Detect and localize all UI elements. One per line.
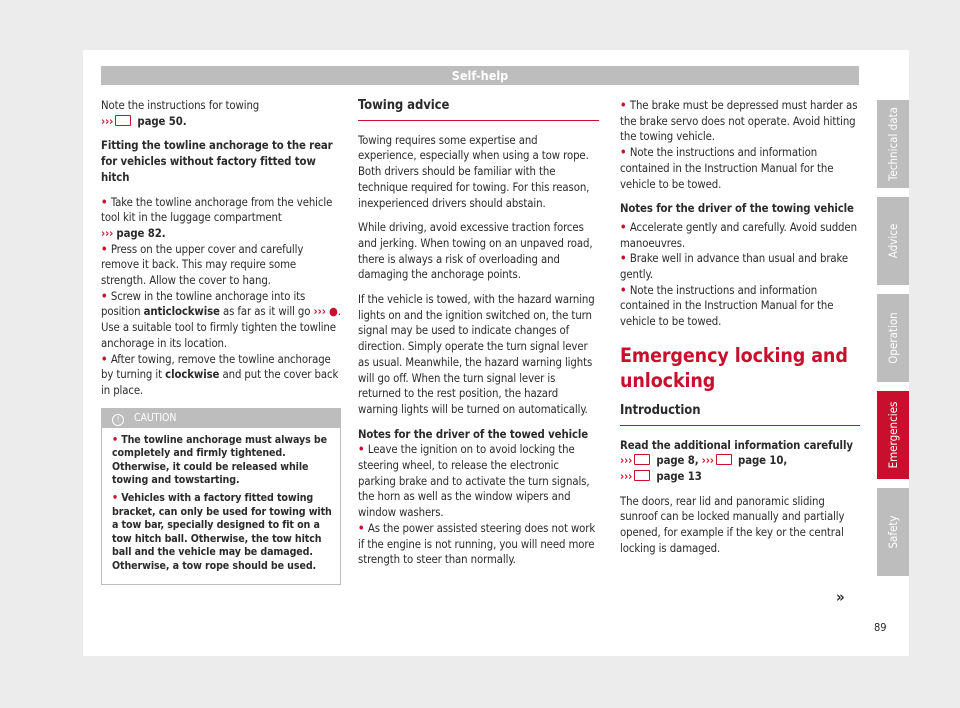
page-number: 89 bbox=[874, 621, 887, 634]
list-item: • The towline anchorage must always be completely and firmly tightened. Otherwise, it could be released while towing and towstarting. bbox=[112, 433, 327, 487]
caution-box bbox=[101, 408, 341, 585]
page-ref[interactable]: page 82. bbox=[116, 226, 166, 240]
list-item: • After towing, remove the towline anchorage by turning it clockwise and put the cover back in place. bbox=[101, 352, 339, 397]
book-icon bbox=[716, 454, 732, 465]
chapter-title: Emergency locking and unlocking bbox=[620, 343, 848, 392]
continue-icon: » bbox=[836, 588, 845, 606]
tab-advice[interactable]: Advice bbox=[877, 197, 909, 285]
paragraph: The doors, rear lid and panoramic sliding sunroof can be locked manually and partially opened, for example if the key or the central locking is damaged. bbox=[620, 494, 845, 555]
book-icon bbox=[115, 115, 131, 126]
tab-operation[interactable]: Operation bbox=[877, 294, 909, 382]
list-item: • Vehicles with a factory fitted towing bracket, can only be used for towing with a tow bar, specially designed to fit on a tow hitch ball. Otherwise, the tow hitch ball and the vehicle may be damaged. Otherwise, a tow rope should be used. bbox=[112, 492, 332, 572]
page-ref[interactable]: page 13 bbox=[656, 469, 702, 483]
tab-emergencies[interactable]: Emergencies bbox=[877, 391, 909, 479]
column-3 bbox=[620, 98, 860, 565]
column-1 bbox=[101, 98, 341, 585]
subheading: Notes for the driver of the towed vehicle bbox=[358, 427, 589, 441]
list-item: • Take the towline anchorage from the vehicle tool kit in the luggage compartment ››› page 82. bbox=[101, 195, 333, 240]
section-title: Towing advice bbox=[358, 98, 599, 121]
tab-safety[interactable]: Safety bbox=[877, 488, 909, 576]
subheading: Notes for the driver of the towing vehicle bbox=[620, 202, 854, 216]
list-item: • As the power assisted steering does not work if the engine is not running, you will need more strength to steer than normally. bbox=[358, 521, 596, 567]
list-item: • Press on the upper cover and carefully remove it back. This may require some strength. Allow the cover to hang. bbox=[101, 242, 304, 288]
paragraph: If the vehicle is towed, with the hazard warning lights on and the ignition switched on, the turn signal may be used to indicate changes of direction. Simply operate the turn signal lever as usual. Meanwhile, the hazard warning lights will go off. When the turn signal lever is returned to the rest position, the hazard warning lights will be turned on automatically. bbox=[358, 293, 595, 416]
read-more: Read the additional information carefully ››› page 8, ››› page 10, ››› page 13 bbox=[620, 438, 853, 483]
list-item: • Screw in the towline anchorage into its position anticlockwise as far as it will go ››› ●. Use a suitable tool to firmly tighten the towline anchorage in its location. bbox=[101, 289, 341, 350]
section-heading: Fitting the towline anchorage to the rear for vehicles without factory fitted tow hitch bbox=[101, 139, 333, 184]
list-item: • Note the instructions and information contained in the Instruction Manual for the vehicle to be towed. bbox=[620, 146, 834, 191]
tab-technical-data[interactable]: Technical data bbox=[877, 100, 909, 188]
paragraph: While driving, avoid excessive traction forces and jerking. When towing on an unpaved road, there is always a risk of overloading and damaging the anchorage points. bbox=[358, 221, 593, 282]
page-ref[interactable]: page 8, bbox=[656, 454, 699, 468]
paragraph: Towing requires some expertise and experience, especially when using a tow rope. Both drivers should be familiar with the technique required for towing. For this reason, inexperienced drivers should abstain. bbox=[358, 133, 590, 210]
list-item: • Brake well in advance than usual and brake gently. bbox=[620, 252, 849, 282]
caution-header: ! CAUTION bbox=[102, 409, 340, 428]
caution-ref-icon: ● bbox=[328, 305, 338, 319]
caution-body bbox=[102, 428, 340, 584]
book-icon bbox=[634, 454, 650, 465]
note-towing: Note the instructions for towing ››› page 50. bbox=[101, 99, 260, 128]
section-title: Introduction bbox=[620, 403, 860, 426]
column-2 bbox=[358, 98, 599, 577]
list-item: • The brake must be depressed must harder as the brake servo does not operate. Avoid hitting the towing vehicle. bbox=[620, 99, 858, 144]
list-item: • Accelerate gently and carefully. Avoid sudden manoeuvres. bbox=[620, 220, 857, 250]
book-icon bbox=[634, 470, 650, 481]
page-ref[interactable]: page 10, bbox=[738, 454, 788, 468]
list-item: • Leave the ignition on to avoid locking the steering wheel, to release the electronic parking brake and to activate the turn signals, the horn as well as the window wipers and window washers. bbox=[358, 443, 590, 520]
list-item: • Note the instructions and information contained in the Instruction Manual for the vehicle to be towed. bbox=[620, 283, 834, 329]
page-header: Self-help bbox=[101, 66, 859, 85]
page-ref[interactable]: page 50. bbox=[137, 114, 187, 128]
caution-icon: ! bbox=[112, 414, 124, 426]
